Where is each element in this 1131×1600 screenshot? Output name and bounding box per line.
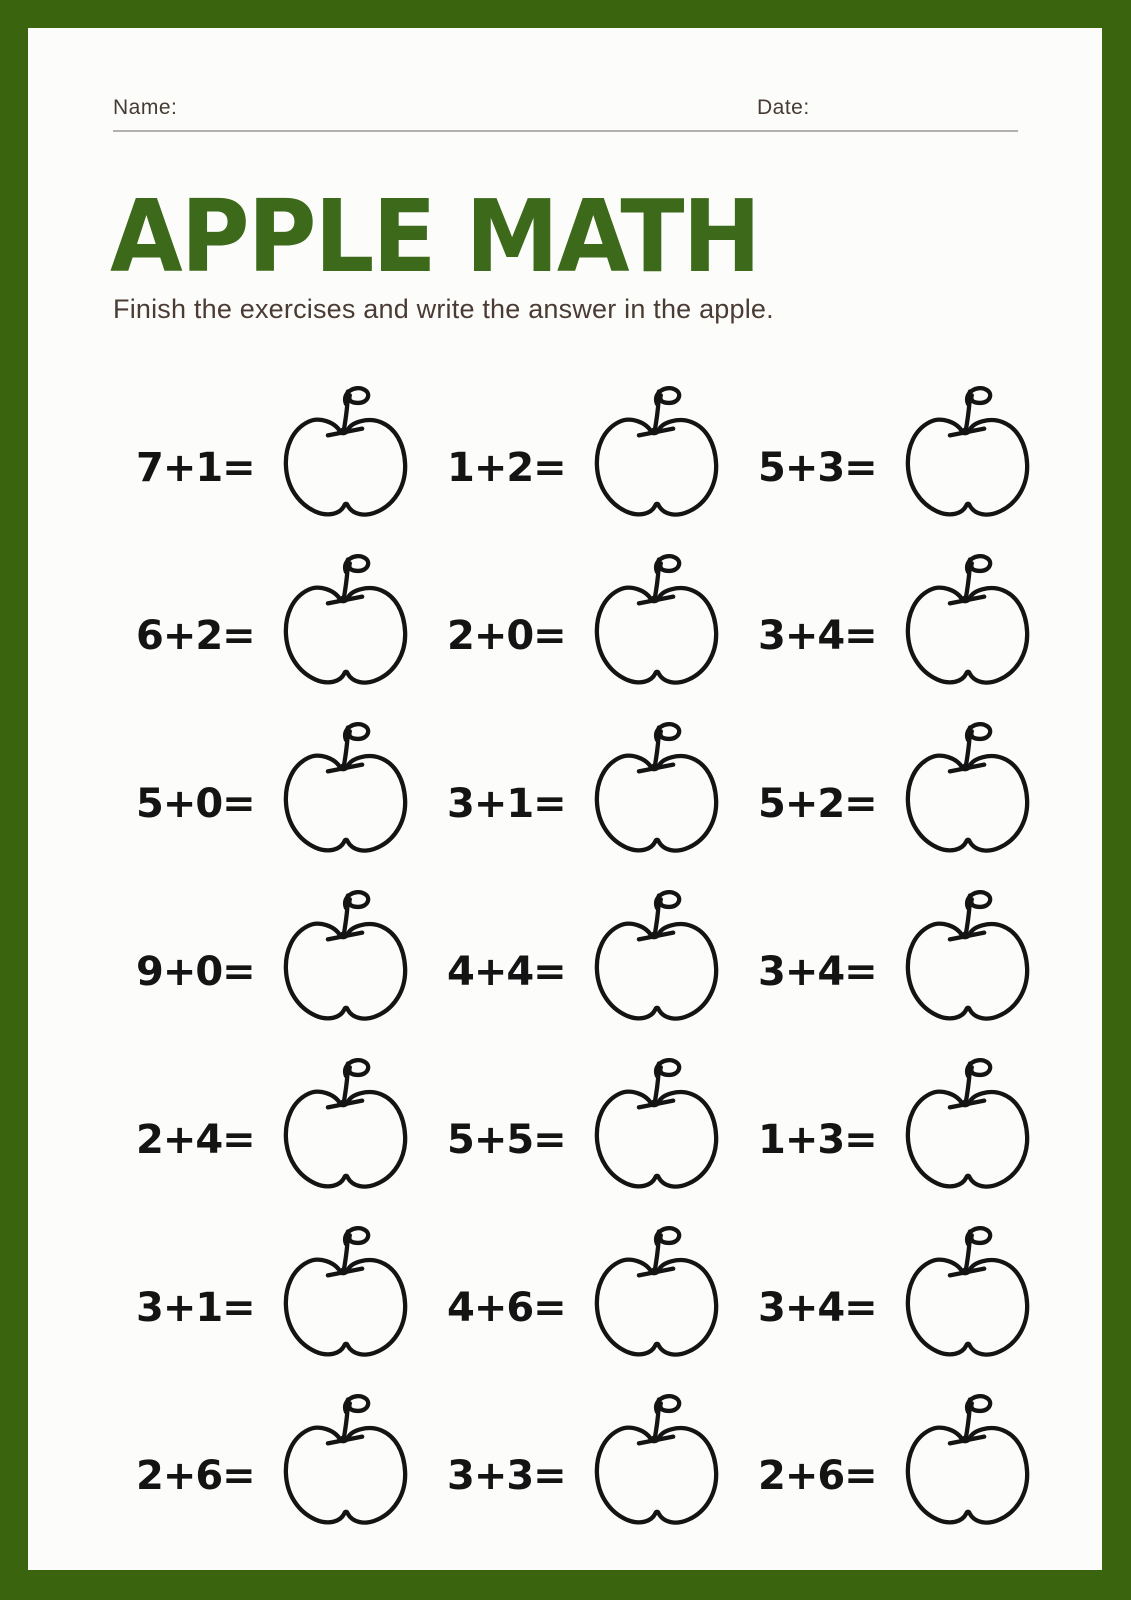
name-label: Name: — [113, 96, 178, 119]
problem-cell — [758, 704, 1051, 872]
apple-outline-icon — [283, 717, 409, 860]
problem-cell — [758, 368, 1051, 536]
instructions-text: Finish the exercises and write the answer in the apple. — [113, 294, 774, 324]
problem-label: 4+6= — [447, 1285, 566, 1331]
problem-label: 6+2= — [136, 613, 255, 659]
problem-label: 5+5= — [447, 1117, 566, 1163]
problem-cell — [447, 536, 740, 704]
problem-cell — [758, 1208, 1051, 1376]
problem-label: 3+3= — [447, 1453, 566, 1499]
worksheet-page — [28, 28, 1102, 1570]
problem-cell — [447, 704, 740, 872]
problem-label: 1+3= — [758, 1117, 877, 1163]
problem-cell — [136, 368, 429, 536]
problem-cell — [136, 1376, 429, 1544]
apple-outline-icon — [283, 381, 409, 524]
problem-label: 3+1= — [447, 781, 566, 827]
problem-label: 2+4= — [136, 1117, 255, 1163]
problem-cell — [758, 536, 1051, 704]
problem-label: 4+4= — [447, 949, 566, 995]
apple-outline-icon — [594, 717, 720, 860]
problem-label: 2+0= — [447, 613, 566, 659]
problem-label: 2+6= — [136, 1453, 255, 1499]
apple-outline-icon — [594, 381, 720, 524]
problem-cell — [447, 1040, 740, 1208]
apple-outline-icon — [594, 1053, 720, 1196]
problem-cell — [136, 704, 429, 872]
header-labels — [113, 96, 1017, 124]
apple-outline-icon — [594, 885, 720, 1028]
problem-cell — [136, 536, 429, 704]
problem-label: 5+0= — [136, 781, 255, 827]
problem-label: 5+3= — [758, 445, 877, 491]
apple-outline-icon — [283, 1389, 409, 1532]
apple-outline-icon — [283, 549, 409, 692]
problem-label: 1+2= — [447, 445, 566, 491]
apple-outline-icon — [594, 549, 720, 692]
problem-label: 3+4= — [758, 949, 877, 995]
apple-outline-icon — [283, 1053, 409, 1196]
page-title: APPLE MATH — [110, 180, 760, 296]
apple-outline-icon — [905, 717, 1031, 860]
problem-cell — [136, 872, 429, 1040]
header — [113, 96, 1017, 132]
problem-label: 2+6= — [758, 1453, 877, 1499]
apple-outline-icon — [283, 885, 409, 1028]
problem-cell — [447, 1208, 740, 1376]
apple-outline-icon — [905, 549, 1031, 692]
apple-outline-icon — [905, 885, 1031, 1028]
problem-label: 9+0= — [136, 949, 255, 995]
problem-cell — [758, 872, 1051, 1040]
problem-label: 3+4= — [758, 1285, 877, 1331]
problem-cell — [758, 1040, 1051, 1208]
problem-label: 5+2= — [758, 781, 877, 827]
date-label: Date: — [757, 96, 810, 119]
problem-cell — [447, 872, 740, 1040]
apple-outline-icon — [905, 381, 1031, 524]
problem-label: 3+4= — [758, 613, 877, 659]
apple-outline-icon — [905, 1389, 1031, 1532]
apple-outline-icon — [594, 1389, 720, 1532]
problem-cell — [758, 1376, 1051, 1544]
name-date-writing-line — [113, 130, 1018, 132]
problem-label: 7+1= — [136, 445, 255, 491]
problem-cell — [136, 1208, 429, 1376]
apple-outline-icon — [905, 1053, 1031, 1196]
problems-grid — [136, 368, 1051, 1544]
apple-outline-icon — [283, 1221, 409, 1364]
problem-cell — [447, 1376, 740, 1544]
apple-outline-icon — [594, 1221, 720, 1364]
problem-label: 3+1= — [136, 1285, 255, 1331]
apple-outline-icon — [905, 1221, 1031, 1364]
problem-cell — [447, 368, 740, 536]
problem-cell — [136, 1040, 429, 1208]
